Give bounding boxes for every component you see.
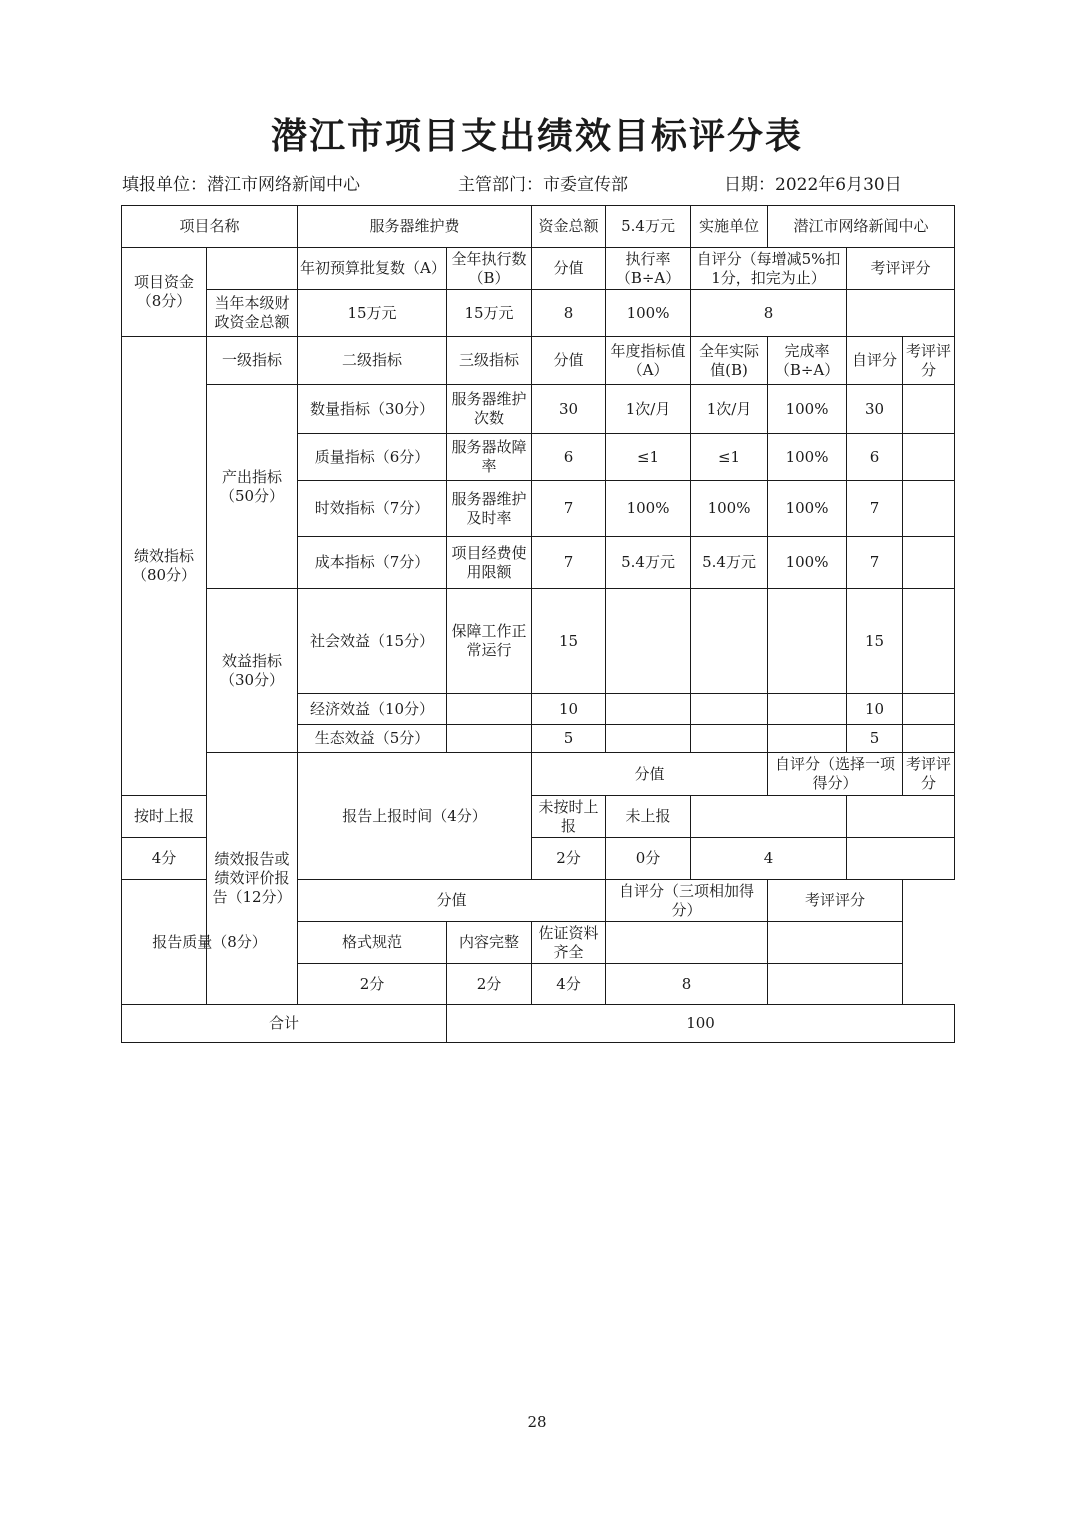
total-value: 100 [447, 1005, 955, 1043]
review-cell [903, 537, 955, 589]
impl-unit: 潜江市网络新闻中心 [768, 206, 955, 248]
rate-cell: 100% [768, 537, 847, 589]
review-cell [903, 481, 955, 537]
score-cell: 10 [532, 694, 606, 725]
actual-cell: 1次/月 [691, 385, 768, 434]
report-time-header-row [122, 753, 955, 796]
review-cell [903, 589, 955, 694]
l3-cell [447, 725, 532, 753]
report-time-val: 2分 [532, 838, 606, 880]
funds-label: 项目资金（8分） [122, 248, 207, 337]
table-row [122, 385, 955, 434]
l2-cell: 质量指标（6分） [298, 434, 447, 481]
report-time-review [847, 838, 955, 880]
score-cell: 15 [532, 589, 606, 694]
funds-exec: 15万元 [447, 290, 532, 337]
report-time-h-review: 考评评分 [903, 753, 955, 796]
perf-header-row [122, 337, 955, 385]
review-cell [903, 385, 955, 434]
review-cell [903, 694, 955, 725]
score-table [121, 205, 955, 1043]
rate-cell: 100% [768, 481, 847, 537]
funds-blank [207, 248, 298, 290]
l3-cell [447, 694, 532, 725]
project-name: 服务器维护费 [298, 206, 532, 248]
report-time-h-score: 分值 [532, 753, 768, 796]
report-quality-self: 8 [606, 964, 768, 1005]
l2-cell: 社会效益（15分） [298, 589, 447, 694]
fill-unit: 填报单位：潜江市网络新闻中心 [122, 175, 360, 195]
actual-cell: 5.4万元 [691, 537, 768, 589]
perf-h-l2: 二级指标 [298, 337, 447, 385]
perf-h-rate: 完成率（B÷A） [768, 337, 847, 385]
project-name-label: 项目名称 [122, 206, 298, 248]
rate-cell: 100% [768, 385, 847, 434]
report-time-review-blank [847, 796, 955, 838]
score-cell: 7 [532, 537, 606, 589]
funds-h-budget: 年初预算批复数（A） [298, 248, 447, 290]
target-cell [606, 589, 691, 694]
actual-cell [691, 694, 768, 725]
funds-header-row [122, 248, 955, 290]
report-time-opt: 未上报 [606, 796, 691, 838]
impl-unit-label: 实施单位 [691, 206, 768, 248]
report-time-h-self: 自评分（选择一项得分） [768, 753, 903, 796]
target-cell: 1次/月 [606, 385, 691, 434]
perf-h-l1: 一级指标 [207, 337, 298, 385]
rate-cell [768, 694, 847, 725]
actual-cell: ≤1 [691, 434, 768, 481]
funds-self: 8 [691, 290, 847, 337]
funds-h-exec: 全年执行数（B） [447, 248, 532, 290]
funds-score: 8 [532, 290, 606, 337]
perf-h-l3: 三级指标 [447, 337, 532, 385]
rate-cell [768, 725, 847, 753]
self-cell: 7 [847, 537, 903, 589]
page-title: 潜江市项目支出绩效目标评分表 [270, 115, 803, 157]
review-cell [903, 434, 955, 481]
report-quality-h-score: 分值 [298, 880, 606, 922]
funds-h-rate: 执行率（B÷A） [606, 248, 691, 290]
perf-h-score: 分值 [532, 337, 606, 385]
actual-cell: 100% [691, 481, 768, 537]
report-time-opt: 未按时上报 [532, 796, 606, 838]
actual-cell [691, 589, 768, 694]
report-date: 日期：2022年6月30日 [724, 175, 902, 195]
target-cell: 5.4万元 [606, 537, 691, 589]
report-quality-self-blank [606, 922, 768, 964]
report-quality-h-self: 自评分（三项相加得分） [606, 880, 768, 922]
report-quality-opt: 内容完整 [447, 922, 532, 964]
funds-budget: 15万元 [298, 290, 447, 337]
report-quality-opt: 格式规范 [298, 922, 447, 964]
l3-cell: 服务器维护次数 [447, 385, 532, 434]
rate-cell [768, 589, 847, 694]
funds-row-label: 当年本级财政资金总额 [207, 290, 298, 337]
report-quality-h-review: 考评评分 [768, 880, 903, 922]
funds-value-row [122, 290, 955, 337]
score-cell: 6 [532, 434, 606, 481]
funds-h-self: 自评分（每增减5%扣1分，扣完为止） [691, 248, 847, 290]
total-funds-label: 资金总额 [532, 206, 606, 248]
report-quality-review-blank [768, 922, 903, 964]
target-cell [606, 725, 691, 753]
self-cell: 6 [847, 434, 903, 481]
report-time-self-blank [691, 796, 847, 838]
report-quality-val: 2分 [447, 964, 532, 1005]
target-cell: ≤1 [606, 434, 691, 481]
l2-cell: 经济效益（10分） [298, 694, 447, 725]
review-cell [903, 725, 955, 753]
report-label: 绩效报告或绩效评价报告（12分） [207, 753, 298, 1005]
score-cell: 30 [532, 385, 606, 434]
project-info-row [122, 206, 955, 248]
perf-label: 绩效指标（80分） [122, 337, 207, 796]
total-row [122, 1005, 955, 1043]
page-number: 28 [527, 1413, 547, 1431]
self-cell: 7 [847, 481, 903, 537]
self-cell: 30 [847, 385, 903, 434]
total-label: 合计 [122, 1005, 447, 1043]
benefit-label: 效益指标（30分） [207, 589, 298, 753]
perf-h-target: 年度指标值（A） [606, 337, 691, 385]
funds-h-review: 考评评分 [847, 248, 955, 290]
report-quality-label: 报告质量（8分） [122, 880, 298, 1005]
department: 主管部门：市委宣传部 [458, 175, 628, 195]
target-cell [606, 694, 691, 725]
output-label: 产出指标（50分） [207, 385, 298, 589]
self-cell: 10 [847, 694, 903, 725]
report-quality-review [768, 964, 903, 1005]
self-cell: 5 [847, 725, 903, 753]
l3-cell: 服务器维护及时率 [447, 481, 532, 537]
self-cell: 15 [847, 589, 903, 694]
perf-h-actual: 全年实际值(B) [691, 337, 768, 385]
report-time-opt: 按时上报 [122, 796, 207, 838]
l3-cell: 保障工作正常运行 [447, 589, 532, 694]
perf-h-review: 考评评分 [903, 337, 955, 385]
funds-h-score: 分值 [532, 248, 606, 290]
l3-cell: 服务器故障率 [447, 434, 532, 481]
perf-h-self: 自评分 [847, 337, 903, 385]
l2-cell: 成本指标（7分） [298, 537, 447, 589]
report-quality-val: 2分 [298, 964, 447, 1005]
report-time-val: 0分 [606, 838, 691, 880]
rate-cell: 100% [768, 434, 847, 481]
report-time-self: 4 [691, 838, 847, 880]
funds-rate: 100% [606, 290, 691, 337]
l2-cell: 时效指标（7分） [298, 481, 447, 537]
report-time-label: 报告上报时间（4分） [298, 753, 532, 880]
table-row [122, 589, 955, 694]
report-quality-opt: 佐证资料齐全 [532, 922, 606, 964]
score-cell: 7 [532, 481, 606, 537]
score-cell: 5 [532, 725, 606, 753]
l2-cell: 数量指标（30分） [298, 385, 447, 434]
target-cell: 100% [606, 481, 691, 537]
funds-review [847, 290, 955, 337]
actual-cell [691, 725, 768, 753]
report-quality-val: 4分 [532, 964, 606, 1005]
l3-cell: 项目经费使用限额 [447, 537, 532, 589]
total-funds: 5.4万元 [606, 206, 691, 248]
l2-cell: 生态效益（5分） [298, 725, 447, 753]
report-time-val: 4分 [122, 838, 207, 880]
